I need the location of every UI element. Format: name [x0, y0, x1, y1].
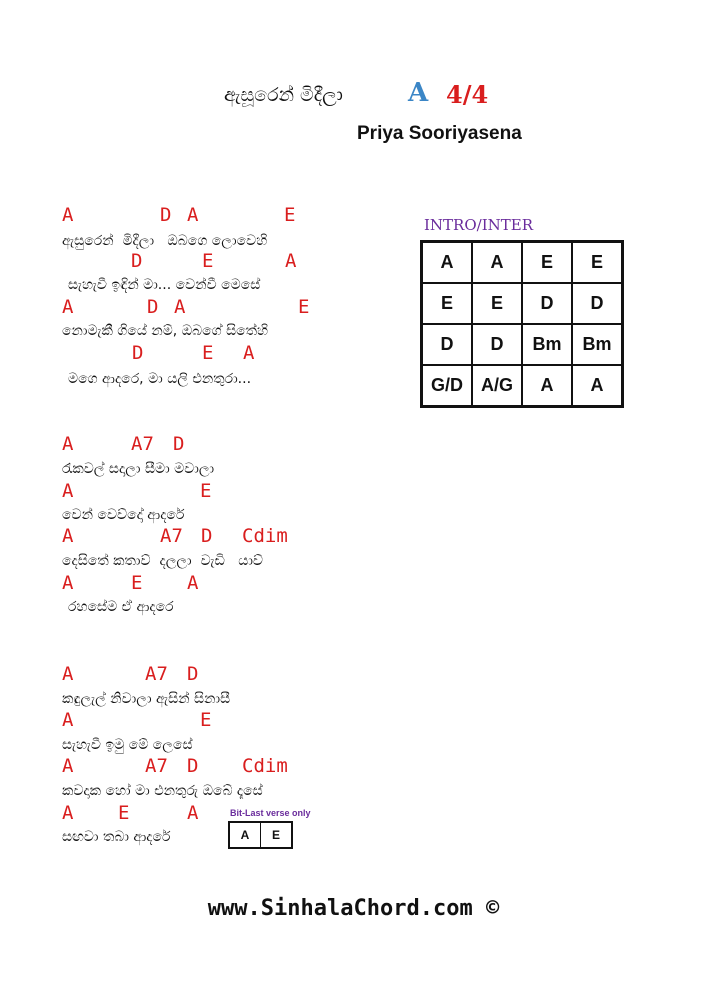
chord: D — [160, 204, 172, 226]
chord: E — [131, 572, 143, 594]
chord: A — [174, 296, 186, 318]
chord: A — [62, 663, 74, 685]
bit-label: Bit-Last verse only — [230, 808, 311, 818]
grid-cell: D — [572, 283, 623, 324]
grid-row — [422, 283, 623, 324]
chord: A — [187, 572, 199, 594]
grid-cell: A/G — [472, 365, 522, 407]
chord: A — [62, 755, 74, 777]
grid-cell: A — [422, 242, 473, 284]
lyric-line: මගෙ ආදරෙ, මා යලි එනතුරා... — [68, 371, 252, 387]
chord: A — [187, 204, 199, 226]
chord: A — [62, 802, 74, 824]
chord: A7 — [160, 525, 183, 547]
grid-cell: D — [522, 283, 572, 324]
chord: Cdim — [242, 525, 288, 547]
grid-cell: E — [472, 283, 522, 324]
grid-cell: E — [422, 283, 473, 324]
chord: D — [147, 296, 159, 318]
chord: D — [132, 342, 144, 364]
chord: D — [201, 525, 213, 547]
bit-cell: E — [261, 822, 293, 848]
lyric-line: වෙන් වෙව්දෝ ආදරේ — [62, 507, 185, 523]
artist-name: Priya Sooriyasena — [357, 123, 522, 144]
time-signature: 4/4 — [446, 80, 489, 109]
chord: E — [202, 250, 214, 272]
chord: E — [284, 204, 296, 226]
intro-chord-grid — [420, 240, 624, 408]
chord: A — [62, 296, 74, 318]
chord: A7 — [145, 663, 168, 685]
grid-cell: E — [522, 242, 572, 284]
bit-row — [229, 822, 292, 848]
chord: A — [62, 480, 74, 502]
grid-row — [422, 324, 623, 365]
lyric-line: රැකවල් සදාලා සීමා මවාලා — [62, 461, 215, 477]
chord: Cdim — [242, 755, 288, 777]
chord: A7 — [131, 433, 154, 455]
grid-cell: D — [422, 324, 473, 365]
lyric-line: සැහැවී ඉඳින් මා... වෙන්වී මෙසේ — [68, 277, 261, 293]
grid-cell: Bm — [572, 324, 623, 365]
chord: E — [200, 480, 212, 502]
song-title: ඇසූරෙන් මිදීලා — [224, 84, 343, 106]
grid-cell: E — [572, 242, 623, 284]
chord: A — [62, 709, 74, 731]
lyric-line: සැහැවී ඉමු මේ ලෙසේ — [62, 737, 193, 753]
chord: A — [62, 433, 74, 455]
chord: A — [62, 525, 74, 547]
bit-chord-box — [228, 821, 293, 849]
lyric-line: නොමැකී ගියේ නම්, ඔබගේ සිතේහි — [62, 323, 269, 339]
grid-cell: Bm — [522, 324, 572, 365]
intro-label: INTRO/INTER — [424, 216, 533, 234]
chord: A — [243, 342, 255, 364]
song-key: A — [408, 78, 429, 108]
chord: D — [187, 755, 199, 777]
grid-cell: A — [572, 365, 623, 407]
lyric-line: රහසේම ඒ ආදරෙ — [68, 599, 174, 615]
chord: E — [202, 342, 214, 364]
lyric-line: දෙසිතේ කතාව් දලලා වැඩි යාව් — [62, 553, 263, 569]
chord: E — [298, 296, 310, 318]
lyric-line: ඇසුරෙන් මිදීලා ඔබගෙ ලොවෙහි — [62, 233, 268, 249]
chord: A — [62, 572, 74, 594]
chord: E — [118, 802, 130, 824]
grid-row — [422, 365, 623, 407]
chord: A — [187, 802, 199, 824]
chord: A — [285, 250, 297, 272]
lyric-line: සඟවා තබා ආදරේ — [62, 829, 171, 845]
bit-cell: A — [229, 822, 261, 848]
chord: E — [200, 709, 212, 731]
grid-cell: D — [472, 324, 522, 365]
chord: D — [131, 250, 143, 272]
chord: D — [187, 663, 199, 685]
lyric-line: කවදාක හෝ මා එනතුරු ඔබේ දෑසේ — [62, 783, 263, 799]
grid-row — [422, 242, 623, 284]
site-footer: www.SinhalaChord.com © — [207, 896, 500, 921]
grid-cell: A — [472, 242, 522, 284]
chord: D — [173, 433, 185, 455]
lyric-line: කඳුලැල් නිවාලා ඇසින් සිනාසී — [62, 691, 231, 707]
chord: A7 — [145, 755, 168, 777]
chord: A — [62, 204, 74, 226]
grid-cell: A — [522, 365, 572, 407]
grid-cell: G/D — [422, 365, 473, 407]
